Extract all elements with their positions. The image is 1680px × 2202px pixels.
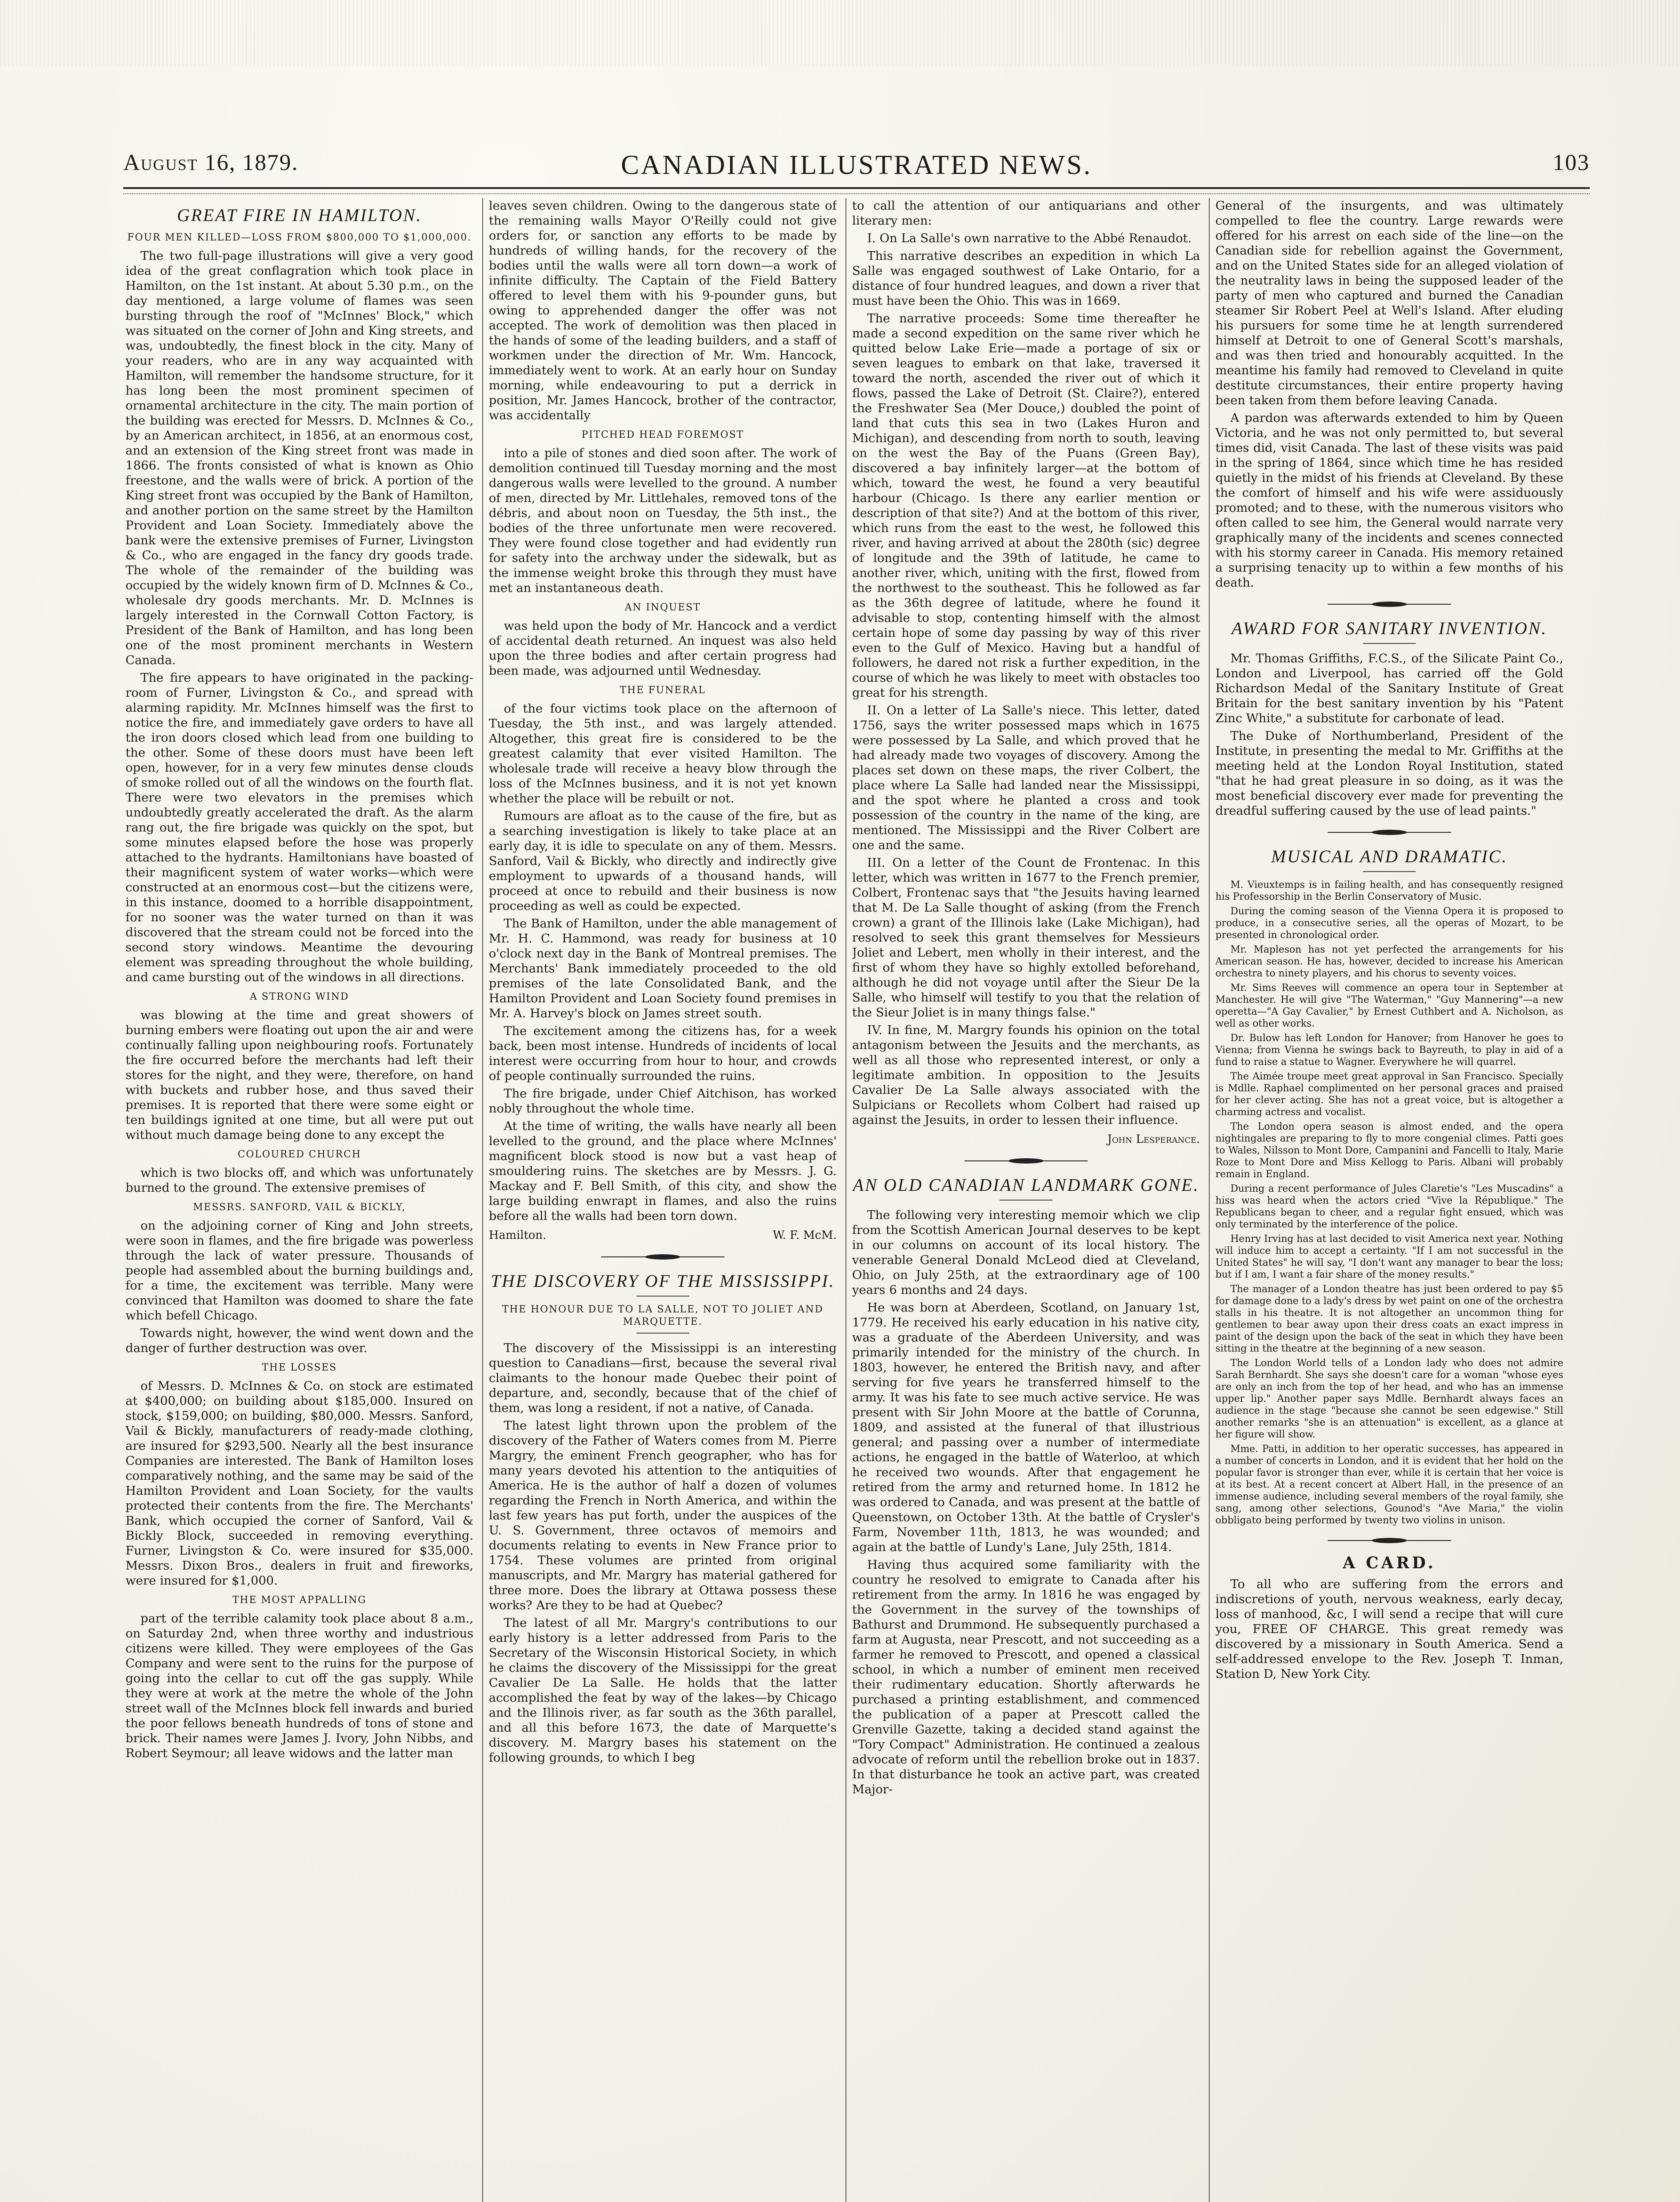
news-item: The London World tells of a London lady who does not admire Sarah Bernhardt. She says she doesn't care for a woman "whose eyes are only an inch from the top of her head, and who has an immense upper lip." Another paper says Mdlle. Bernhardt always faces an audience in the stage "because she cannot be seen edgewise." Still another remarks "she is an attenuation" is excellent, as a glance at her figure will show. <box>1215 1358 1563 1440</box>
paragraph: leaves seven children. Owing to the dangerous state of the remaining walls Mayor O'Reilly could not give orders for, or sanction any efforts to be made by hundreds of willing hands, for the recovery of the bodies until the walls were all torn down—a work of infinite difficulty. The Captain of the Field Battery offered to level them with his 9-pounder guns, but owing to apprehended danger the offer was not accepted. The work of demolition was then placed in the hands of some of the leading builders, and a staff of workmen under the direction of Mr. Wm. Hancock, immediately went to work. At an early hour on Sunday morning, while endeavouring to put a derrick in position, Mr. James Hancock, brother of the contractor, was accidentally <box>489 199 837 422</box>
news-item: Mme. Patti, in addition to her operatic successes, has appeared in a number of concerts in London, and it is evident that her hold on the popular favor is stronger than ever, while it is certain that her voice is at its best. At a recent concert at Albert Hall, in the presence of an immense audience, including several members of the royal family, she sang, among other selections, Gounod's "Ave Maria," the violin obbligato being performed by twenty two violins in unison. <box>1215 1444 1563 1526</box>
paragraph: The Bank of Hamilton, under the able management of Mr. H. C. Hammond, was ready for business at 10 o'clock next day in the Bank of Montreal premises. The Merchants' Bank immediately proceeded to the old premises of the late Consolidated Bank, and the Hamilton Provident and Loan Society found premises in Mr. A. Harvey's block on James street south. <box>489 916 837 1020</box>
paragraph: part of the terrible calamity took place about 8 a.m., on Saturday 2nd, when three worthy and industrious citizens were killed. They were employees of the Gas Company and were sent to the ruins for the purpose of going into the cellar to cut off the gas supply. While they were at work at the metre the whole of the John street wall of the McInnes block fell inwards and buried the poor fellows beneath hundreds of tons of stone and brick. Their names were James J. Ivory, John Nibbs, and Robert Seymour; all leave widows and the latter man <box>126 1611 473 1760</box>
paragraph: The discovery of the Mississippi is an interesting question to Canadians—first, because the several rival claimants to the honour made Quebec their point of departure, and, secondly, because that of the chief of them, was long a resident, if not a native, of Canada. <box>489 1341 837 1415</box>
news-item: The manager of a London theatre has just been ordered to pay $5 for damage done to a lady's dress by wet paint on one of the orchestra stalls in his theatre. It is not altogether an uncommon thing for gentlemen to bear away upon their dress coats an exact impress in paint of the design upon the back of the seat in which they have been sitting in the theatre at the beginning of a new season. <box>1215 1284 1563 1354</box>
mississippi-article-title: THE DISCOVERY OF THE MISSISSIPPI. <box>491 1271 835 1291</box>
paragraph: was held upon the body of Mr. Hancock and a verdict of accidental death returned. An inquest was also held upon the three bodies and after certain progress had been made, was adjourned until Wednesday. <box>489 619 837 678</box>
paragraph: was blowing at the time and great showers of burning embers were floating out upon the air and were continually falling upon neighbouring roofs. Fortunately the fire occurred before the merchants had left their stores for the night, and they were, therefore, on hand with buckets and rubber hose, and thus saved their premises. It is reported that there were some eight or ten buildings ignited at one time, but all were put out without much damage being done to any except the <box>126 1008 473 1142</box>
subhead: A STRONG WIND <box>250 991 349 1002</box>
paragraph: The narrative proceeds: Some time thereafter he made a second expedition on the same river which he quitted below Lake Erie—made a portage of six or seven leagues to embark on that lake, traversed it toward the north, ascended the river out of which it flows, passed the Lake of Detroit (St. Claire?), entered the Freshwater Sea (Mer Douce,) doubled the point of land that cuts this sea in two (Lakes Huron and Michigan), and descending from north to south, leaving on the west the Bay of the Puans (Green Bay), discovered a bay infinitely larger—at the bottom of which, toward the west, he found a very beautiful harbour (Chicago. Is there any earlier mention or description of that site?) And at the bottom of this river, which runs from the east to the west, he followed this river, and having arrived at about the 280th (sic) degree of longitude and the 39th of latitude, he came to another river, which, uniting with the first, flowed from the northwest to the southeast. This he followed as far as the 36th degree of latitude, where he found it advisable to stop, contenting himself with the almost certain hope of some day passing by way of this river even to the Gulf of Mexico. Having but a handful of followers, he dared not risk a further expedition, in the course of which he was likely to meet with obstacles too great for his strength. <box>852 311 1200 700</box>
ornamental-divider-icon <box>597 1252 729 1262</box>
fire-article-signature <box>489 1228 837 1243</box>
paragraph: which is two blocks off, and which was unfortunately burned to the ground. The extensive premises of <box>126 1166 473 1195</box>
title-rule <box>636 1296 689 1297</box>
fire-article-title: GREAT FIRE IN HAMILTON. <box>177 205 422 225</box>
ornamental-divider-icon <box>1323 599 1455 610</box>
paragraph: Towards night, however, the wind went down and the danger of further destruction was over. <box>126 1326 473 1355</box>
column-3 <box>852 198 1200 2202</box>
column-1 <box>126 198 473 2202</box>
card-title: A CARD. <box>1343 1554 1436 1572</box>
author-initials: W. F. McM. <box>772 1229 837 1242</box>
paragraph: At the time of writing, the walls have nearly all been levelled to the ground, and the place where McInnes' magnificent block stood is now but a vast heap of smouldering ruins. The sketches are by Messrs. J. G. Mackay and F. Bell Smith, of this city, and show the large building enwrapt in flames, and also the ruins before all the walls had been torn down. <box>489 1119 837 1223</box>
column-divider <box>1209 198 1210 2202</box>
music-article-title: MUSICAL AND DRAMATIC. <box>1271 846 1508 866</box>
page-edge-texture <box>0 0 1680 66</box>
paragraph: The Duke of Northumberland, President of the Institute, in presenting the medal to Mr. Griffiths at the meeting held at the London Royal Institution, stated "that he had great pleasure in so doing, as it was the most beneficial discovery ever made for preventing the dreadful suffering caused by the use of lead paints." <box>1215 729 1563 818</box>
paragraph: General of the insurgents, and was ultimately compelled to flee the country. Large rewards were offered for his arrest on each side of the line—on the Canadian side for rebellion against the Government, and on the United States side for an alleged violation of the neutrality laws in being the supposed leader of the party of men who captured and burned the Canadian steamer Sir Robert Peel at Well's Island. After eluding his pursuers for some time he at length surrendered himself at Detroit to one of General Scott's marshals, and was then tried and honourably acquitted. In the meantime his family had removed to Cleveland in quite destitute circumstances, their entire property having been taken from them before leaving Canada. <box>1215 199 1563 407</box>
subhead: THE MOST APPALLING <box>232 1595 367 1606</box>
mississippi-article-subtitle: THE HONOUR DUE TO LA SALLE, NOT TO JOLIET AND MARQUETTE. <box>502 1304 823 1327</box>
news-item: Mr. Sims Reeves will commence an opera tour in September at Manchester. He will give "The Waterman," "Guy Mannering"—a new operetta—"A Gay Cavalier," by Ernest Cuthbert and A. Nicholson, as well as other works. <box>1215 983 1563 1029</box>
paragraph: The following very interesting memoir which we clip from the Scottish American Journal deserves to be kept in our columns on account of its local history. The venerable General Donald McLeod died at Cleveland, Ohio, on July 25th, at the extraordinary age of 100 years 6 months and 24 days. <box>852 1208 1200 1297</box>
paragraph: The latest light thrown upon the problem of the discovery of the Father of Waters comes from M. Pierre Margry, the eminent French geographer, who has for many years devoted his attention to the antiquities of America. He is the author of half a dozen of volumes regarding the French in North America, and within the last few years has put forth, under the auspices of the U. S. Government, three octavos of memoirs and documents relating to events in New France prior to 1754. These volumes are printed from original manuscripts, and Mr. Margry has material gathered for three more. Does the library at Ottawa possess these works? Are they to be had at Quebec? <box>489 1419 837 1612</box>
fire-article-subtitle: FOUR MEN KILLED—LOSS FROM $800,000 TO $1,000,000. <box>127 232 472 243</box>
paragraph: The latest of all Mr. Margry's contributions to our early history is a letter addressed from Paris to the Secretary of the Wisconsin Historical Society, in which he claims the discovery of the Mississippi for the great Cavalier De La Salle. He holds that the latter accomplished the feat by way of the lakes—by Chicago and the Illinois river, as far south as the 36th parallel, and all this before 1673, the date of Marquette's discovery. M. Margry bases his statement on the following grounds, to which I beg <box>489 1616 837 1765</box>
paragraph: of Messrs. D. McInnes & Co. on stock are estimated at $400,000; on building about $185,000. Insured on stock, $159,000; on building, $80,000. Messrs. Sanford, Vail & Bickly, manufacturers of ready-made clothing, are insured for $293,500. Nearly all the best insurance Companies are interested. The Bank of Hamilton loses comparatively nothing, and the same may be said of the Hamilton Provident and Loan Society, for the vaults protected their contents from the fire. The Merchants' Bank, which occupied the corner of Sanford, Vail & Bickly Block, succeeded in removing everything. Furner, Livingston & Co. were insured for $35,000. Messrs. Dixon Bros., dealers in fruit and fireworks, were insured for $1,000. <box>126 1379 473 1588</box>
news-item: M. Vieuxtemps is in failing health, and has consequently resigned his Professorship in the Berlin Conservatory of Music. <box>1215 879 1563 902</box>
ornamental-divider-icon <box>1323 1535 1455 1546</box>
paragraph: The excitement among the citizens has, for a week back, been most intense. Hundreds of incidents of local interest were occurring from hour to hour, and crowds of people continually surrounded the ruins. <box>489 1024 837 1083</box>
mississippi-article-signature: John Lesperance. <box>1107 1133 1200 1146</box>
paragraph: to call the attention of our antiquarians and other literary men: <box>852 199 1200 228</box>
paragraph: I. On La Salle's own narrative to the Abbé Renaudot. <box>867 231 1192 245</box>
column-4 <box>1215 198 1563 2202</box>
subhead: THE LOSSES <box>262 1362 337 1373</box>
news-item: During a recent performance of Jules Claretie's "Les Muscadins" a hiss was heard when the actors cried "Vive la République." The Republicans began to cheer, and a regular fight ensued, which was only terminated by the interference of the police. <box>1215 1183 1563 1230</box>
news-item: The Aimée troupe meet great approval in San Francisco. Specially is Mdlle. Raphael complimented on her personal graces and praised for her clever acting. She has not a great voice, but is altogether a charming actress and vocalist. <box>1215 1071 1563 1118</box>
award-article-title: AWARD FOR SANITARY INVENTION. <box>1231 618 1547 638</box>
column-2 <box>489 198 837 2202</box>
paragraph: into a pile of stones and died soon after. The work of demolition continued till Tuesday morning and the most dangerous walls were levelled to the ground. A number of men, directed by Mr. Littlehales, removed tons of the débris, and about noon on Tuesday, the 5th inst., the bodies of the three unfortunate men were recovered. They were found close together and had evidently run for safety into the archway under the sidewalk, but as the immense weight broke this through they must have met an instantaneous death. <box>489 446 837 595</box>
paragraph: on the adjoining corner of King and John streets, were soon in flames, and the fire brigade was powerless through the lack of water pressure. Thousands of people had assembled about the burning buildings and, for a time, the excitement was terrible. Many were convinced that Hamilton was doomed to share the fate which befell Chicago. <box>126 1219 473 1323</box>
paragraph: III. On a letter of the Count de Frontenac. In this letter, which was written in 1677 to the French premier, Colbert, Frontenac says that "the Jesuits having learned that M. De La Salle thought of asking (from the French crown) a grant of the Illinois lake (Lake Michigan), had resolved to seek this grant themselves for Messieurs Joliet and Lebert, men wholly in their interest, and the first of whom they have so highly extolled beforehand, although he did not voyage until after the Sieur De la Salle, who himself will testify to you that the relation of the Sieur Joliet is in many things false." <box>852 856 1200 1020</box>
dateline-place: Hamilton. <box>489 1229 546 1242</box>
news-item: Dr. Bulow has left London for Hanover; from Hanover he goes to Vienna; from Vienna he swings back to Bayreuth, to play in aid of a fund to raise a statue to Wagner. Everywhere he will quarrel. <box>1215 1033 1563 1068</box>
paragraph: The fire brigade, under Chief Aitchison, has worked nobly throughout the whole time. <box>489 1086 837 1116</box>
paragraph: The fire appears to have originated in the packing-room of Furner, Livingston & Co., and spread with alarming rapidity. Mr. McInnes himself was the first to notice the fire, and immediately gave orders to have all the iron doors closed which lead from one building to the other. Some of these doors must have been left open, however, for in a very few minutes dense clouds of smoke rolled out of all the windows on the fourth flat. There were two elevators in the premises which undoubtedly greatly accelerated the draft. As the alarm rang out, the fire brigade was quickly on the spot, but some minutes elapsed before the hose was properly attached to the hydrants. Hamiltonians have boasted of their magnificent system of water works—which were constructed at an enormous cost—but the citizens were, in this instance, doomed to a horrible disappointment, for no sooner was the water turned on than it was discovered that the stream could not be forced into the second story windows. Meantime the devouring element was spreading throughout the whole building, and came bursting out of the windows in all directions. <box>126 671 473 984</box>
subhead: PITCHED HEAD FOREMOST <box>581 429 744 440</box>
news-item: Mr. Mapleson has not yet perfected the arrangements for his American season. He has, however, decided to increase his American orchestra to ninety players, and his chorus to seventy voices. <box>1215 944 1563 979</box>
page-number: 103 <box>1553 150 1590 175</box>
paragraph: The two full-page illustrations will give a very good idea of the great conflagration which took place in Hamilton, on the 1st instant. At about 5.30 p.m., on the day mentioned, a large volume of flames was seen bursting through the roof of "McInnes' Block," which was situated on the corner of John and King streets, and was, undoubtedly, the finest block in the city. Many of your readers, who are in any way acquainted with Hamilton, will remember the handsome structure, for it has long been the most prominent specimen of ornamental architecture in the city. The main portion of the building was erected for Messrs. D. McInnes & Co., by an American architect, in 1856, at an enormous cost, and an extension of the King street front was made in 1866. The fronts consisted of what is known as Ohio freestone, and the walls were of brick. A portion of the King street front was occupied by the Bank of Hamilton, and another portion on the same street by the Hamilton Provident and Loan Society. Immediately above the bank were the extensive premises of Furner, Livingston & Co., who are engaged in the fancy dry goods trade. The whole of the remainder of the building was occupied by the widely known firm of D. McInnes & Co., wholesale dry goods merchants. Mr. D. McInnes is largely interested in the Cornwall Cotton Factory, is President of the Bank of Hamilton, and has long been one of the most prominent merchants in Western Canada. <box>126 249 473 667</box>
column-divider <box>482 198 483 2202</box>
issue-date: August 16, 1879. <box>123 150 299 175</box>
paragraph: This narrative describes an expedition in which La Salle was engaged southwest of Lake Ontario, for a distance of four hundred leagues, and down a river that must have been the Ohio. This was in 1669. <box>852 249 1200 308</box>
paragraph: He was born at Aberdeen, Scotland, on January 1st, 1779. He received his early education in his native city, was a graduate of the Aberdeen University, and was primarily intended for the ministry of the church. In 1803, however, he entered the British navy, and after serving for five years he transferred himself to the army. It was his fate to see much active service. He was present with Sir John Moore at the battle of Corunna, 1809, and assisted at the funeral of that illustrious general; and passing over a number of intermediate actions, he engaged in the battle of Waterloo, at which he received two wounds. After that engagement he retired from the army and returned home. In 1812 he was ordered to Canada, and was present at the battle of Queenstown, on October 13th. At the battle of Crysler's Farm, November 11th, 1813, he was wounded; and again at the battle of Lundy's Lane, July 25th, 1814. <box>852 1301 1200 1554</box>
news-item: During the coming season of the Vienna Opera it is proposed to produce, in a consecutive series, all the operas of Mozart, to be presented in chronological order. <box>1215 906 1563 941</box>
subhead: AN INQUEST <box>624 602 701 613</box>
subhead: THE FUNERAL <box>620 685 706 696</box>
paragraph: A pardon was afterwards extended to him by Queen Victoria, and he was not only permitted to, but several times did, visit Canada. The last of these visits was paid in the spring of 1864, since which time he has resided quietly in the midst of his friends at Cleveland. By these the comfort of himself and his wife were assiduously promoted; and to these, with the numerous visitors who often called to see him, the General would narrate very graphically many of the incidents and scenes connected with his stormy career in Canada. His memory retained a surprising tenacity up to within a few months of his death. <box>1215 411 1563 590</box>
masthead-rule <box>123 187 1590 194</box>
paragraph: Rumours are afloat as to the cause of the fire, but as a searching investigation is likely to take place at an early day, it is idle to speculate on any of them. Messrs. Sanford, Vail & Bickly, who directly and indirectly give employment to upwards of a thousand hands, will proceed at once to rebuild and their business is now proceeding as well as could be expected. <box>489 809 837 913</box>
paragraph: Mr. Thomas Griffiths, F.C.S., of the Silicate Paint Co., London and Liverpool, has carried off the Gold Richardson Medal of the Sanitary Institute of Great Britain for the best sanitary invention by his "Patent Zinc White," a substitute for carbonate of lead. <box>1215 651 1563 725</box>
ornamental-divider-icon <box>960 1156 1092 1166</box>
title-rule <box>1000 1200 1052 1201</box>
paragraph: of the four victims took place on the afternoon of Tuesday, the 5th inst., and was largely attended. Altogether, this great fire is considered to be the greatest calamity that ever visited Hamilton. The wholesale trade will receive a heavy blow through the loss of the McInnes business, and it is not yet known whether the place will be rebuilt or not. <box>489 702 837 805</box>
subhead: COLOURED CHURCH <box>237 1149 362 1160</box>
news-item: Henry Irving has at last decided to visit America next year. Nothing will induce him to accept a certainty. "If I am not successful in the United States" he will say, "I don't want any manager to bear the loss; but if I am, I want a fair share of the money results." <box>1215 1234 1563 1280</box>
paragraph: Having thus acquired some familiarity with the country he resolved to emigrate to Canada after his retirement from the army. In 1816 he was engaged by the Government in the survey of the townships of Bathurst and Drummond. He subsequently purchased a farm at Augusta, near Prescott, and not succeeding as a farmer he removed to Prescott, and opened a classical school, in which a number of eminent men received their rudimentary education. Shortly afterwards he purchased a printing establishment, and commenced the publication of a paper at Prescott called the Grenville Gazette, taking a decided stand against the "Tory Compact" Administration. He continued a zealous advocate of reform until the rebellion broke out in 1837. In that disturbance he took an active part, was created Major- <box>852 1558 1200 1796</box>
title-rule <box>1363 871 1416 872</box>
paragraph: IV. In fine, M. Margry founds his opinion on the total antagonism between the Jesuits and the merchants, as well as all those who represented interest, or only a legitimate ambition. In opposition to the Jesuits Cavalier De La Salle always associated with the Sulpicians or Recollets whom Colbert had raised up against the Jesuits, in order to lessen their influence. <box>852 1023 1200 1127</box>
landmark-article-title: AN OLD CANADIAN LANDMARK GONE. <box>853 1175 1200 1195</box>
paragraph: To all who are suffering from the errors and indiscretions of youth, nervous weakness, early decay, loss of manhood, &c, I will send a recipe that will cure you, FREE OF CHARGE. This great remedy was discovered by a missionary in South America. Send a self-addressed envelope to the Rev. Joseph T. Inman, Station D, New York City. <box>1215 1577 1563 1681</box>
ornamental-divider-icon <box>1323 827 1455 838</box>
paragraph: II. On a letter of La Salle's niece. This letter, dated 1756, says the writer possessed maps which in 1675 were possessed by La Salle, and which proved that he had already made two voyages of discovery. Among the places set down on these maps, the river Colbert, the place where La Salle had landed near the Mississippi, and the spot where he planted a cross and took possession of the country in the name of the king, are mentioned. The Mississippi and the River Colbert are one and the same. <box>852 703 1200 852</box>
newspaper-title: CANADIAN ILLUSTRATED NEWS. <box>620 150 1093 180</box>
subhead: MESSRS. SANFORD, VAIL & BICKLY, <box>193 1202 406 1213</box>
news-item: The London opera season is almost ended, and the opera nightingales are preparing to fly to more congenial climes. Patti goes to Wales, Nilsson to Mont Dore, Campanini and Fancelli to Italy, Marie Roze to Mont Dore and Miss Kellogg to Paris. Albani will probably remain in England. <box>1215 1121 1563 1180</box>
title-rule <box>1363 643 1416 644</box>
title-rule <box>636 1333 689 1334</box>
